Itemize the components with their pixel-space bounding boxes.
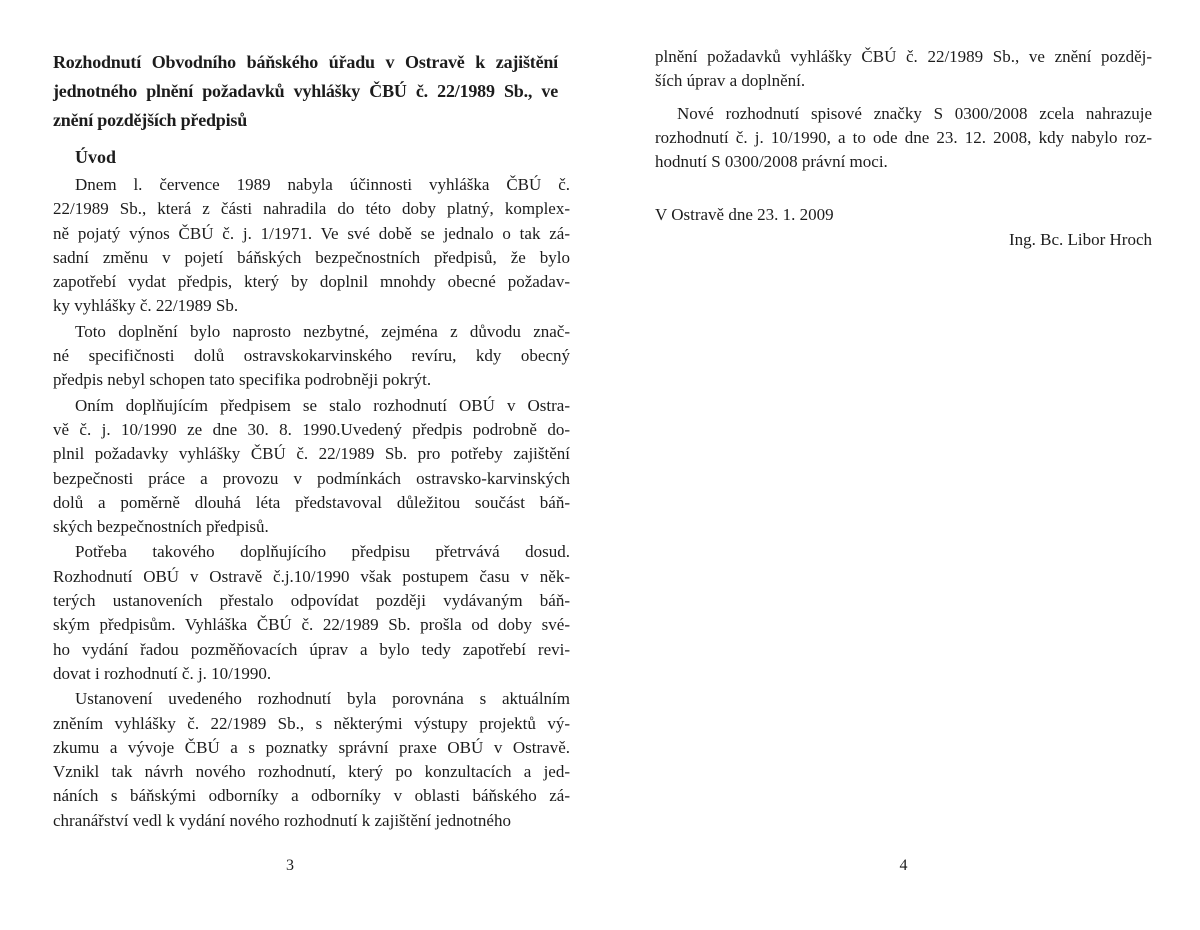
body-line: zapotřebí vydat předpis, který by doplnil mnohdy obecné požadav- [53, 272, 570, 292]
body-line: ským předpisům. Vyhláška ČBÚ č. 22/1989 Sb. prošla od doby své- [53, 615, 570, 635]
paragraph [53, 173, 570, 319]
paragraph [53, 687, 570, 833]
body-line: Toto doplnění bylo naprosto nezbytné, zejména z důvodu znač- [75, 321, 570, 341]
section-heading: Úvod [75, 147, 117, 167]
body-line: chranářství vedl k vydání nového rozhodnutí k zajištění jednotného [53, 810, 511, 830]
paragraph [53, 540, 570, 686]
body-line: předpis nebyl schopen tato specifika podrobněji pokrýt. [53, 370, 432, 390]
body-line: náních s báňskými odborníky a odborníky v oblasti báňského zá- [53, 786, 570, 806]
document-title-line: jednotného plnění požadavků vyhlášky ČBÚ č. 22/1989 Sb., ve [53, 81, 558, 101]
body-line: zkumu a vývoje ČBÚ a s poznatky správní praxe OBÚ v Ostravě. [53, 737, 570, 757]
body-line: Vznikl tak návrh nového rozhodnutí, který po konzultacích a jed- [53, 762, 570, 782]
body-line: Nové rozhodnutí spisové značky S 0300/2008 zcela nahrazuje [677, 103, 1152, 123]
body-line: dovat i rozhodnutí č. j. 10/1990. [53, 663, 272, 683]
body-line: Ustanovení uvedeného rozhodnutí byla porovnána s aktuálním [75, 689, 570, 709]
body-line: rozhodnutí č. j. 10/1990, a to ode dne 23. 12. 2008, kdy nabylo roz- [655, 127, 1152, 147]
paragraph [655, 45, 1152, 94]
paragraph [655, 102, 1152, 175]
paragraph [53, 320, 570, 393]
body-line: dolů a poměrně dlouhá léta představoval důležitou součást báň- [53, 492, 570, 512]
page-4-number: 4 [899, 857, 908, 874]
document-title-line: znění pozdějších předpisů [53, 110, 248, 130]
document-title-line: Rozhodnutí Obvodního báňského úřadu v Ostravě k zajištění [53, 52, 558, 72]
body-line: Rozhodnutí OBÚ v Ostravě č.j.10/1990 však postupem času v něk- [53, 566, 570, 586]
page-4-content [655, 45, 1152, 252]
paragraph [53, 394, 570, 540]
body-line: sadní změnu v pojetí báňských bezpečnostních předpisů, že bylo [53, 247, 570, 267]
body-line: ky vyhlášky č. 22/1989 Sb. [53, 296, 239, 316]
body-line: zněním vyhlášky č. 22/1989 Sb., s některými výstupy projektů vý- [53, 713, 570, 733]
body-line: plnění požadavků vyhlášky ČBÚ č. 22/1989 Sb., ve znění pozděj- [655, 47, 1152, 66]
body-line: ho vydání řadou pozměňovacích úprav a bylo tedy zapotřebí revi- [53, 639, 570, 659]
body-line: né specifičnosti dolů ostravskokarvinského revíru, kdy obecný [53, 346, 570, 366]
body-line: Potřeba takového doplňujícího předpisu přetrvává dosud. [75, 542, 570, 562]
body-line: ně pojatý výnos ČBÚ č. j. 1/1971. Ve své době se jednalo o tak zá- [53, 223, 570, 243]
body-line: Dnem l. července 1989 nabyla účinnosti vyhláška ČBÚ č. [75, 175, 570, 194]
signature-name: Ing. Bc. Libor Hroch [1008, 229, 1152, 249]
body-line: plnil požadavky vyhlášky ČBÚ č. 22/1989 Sb. pro potřeby zajištění [53, 444, 570, 464]
body-line: vě č. j. 10/1990 ze dne 30. 8. 1990.Uvedený předpis podrobně do- [53, 419, 570, 439]
body-line: bezpečnosti práce a provozu v podmínkách ostravsko-karvinských [53, 468, 570, 488]
body-line: 22/1989 Sb., která z části nahradila do této doby platný, komplex- [53, 199, 570, 219]
document-title [53, 48, 558, 135]
page-3-content [53, 48, 570, 833]
body-line: ských bezpečnostních předpisů. [53, 517, 269, 537]
body-line: hodnutí S 0300/2008 právní moci. [655, 152, 888, 172]
body-line: Oním doplňujícím předpisem se stalo rozhodnutí OBÚ v Ostra- [75, 395, 570, 415]
body-line: terých ustanoveních přestalo odpovídat později vydávaným báň- [53, 591, 570, 611]
page-3-number: 3 [286, 857, 294, 874]
dateline: V Ostravě dne 23. 1. 2009 [655, 205, 834, 225]
body-line: ších úprav a doplnění. [655, 71, 806, 91]
